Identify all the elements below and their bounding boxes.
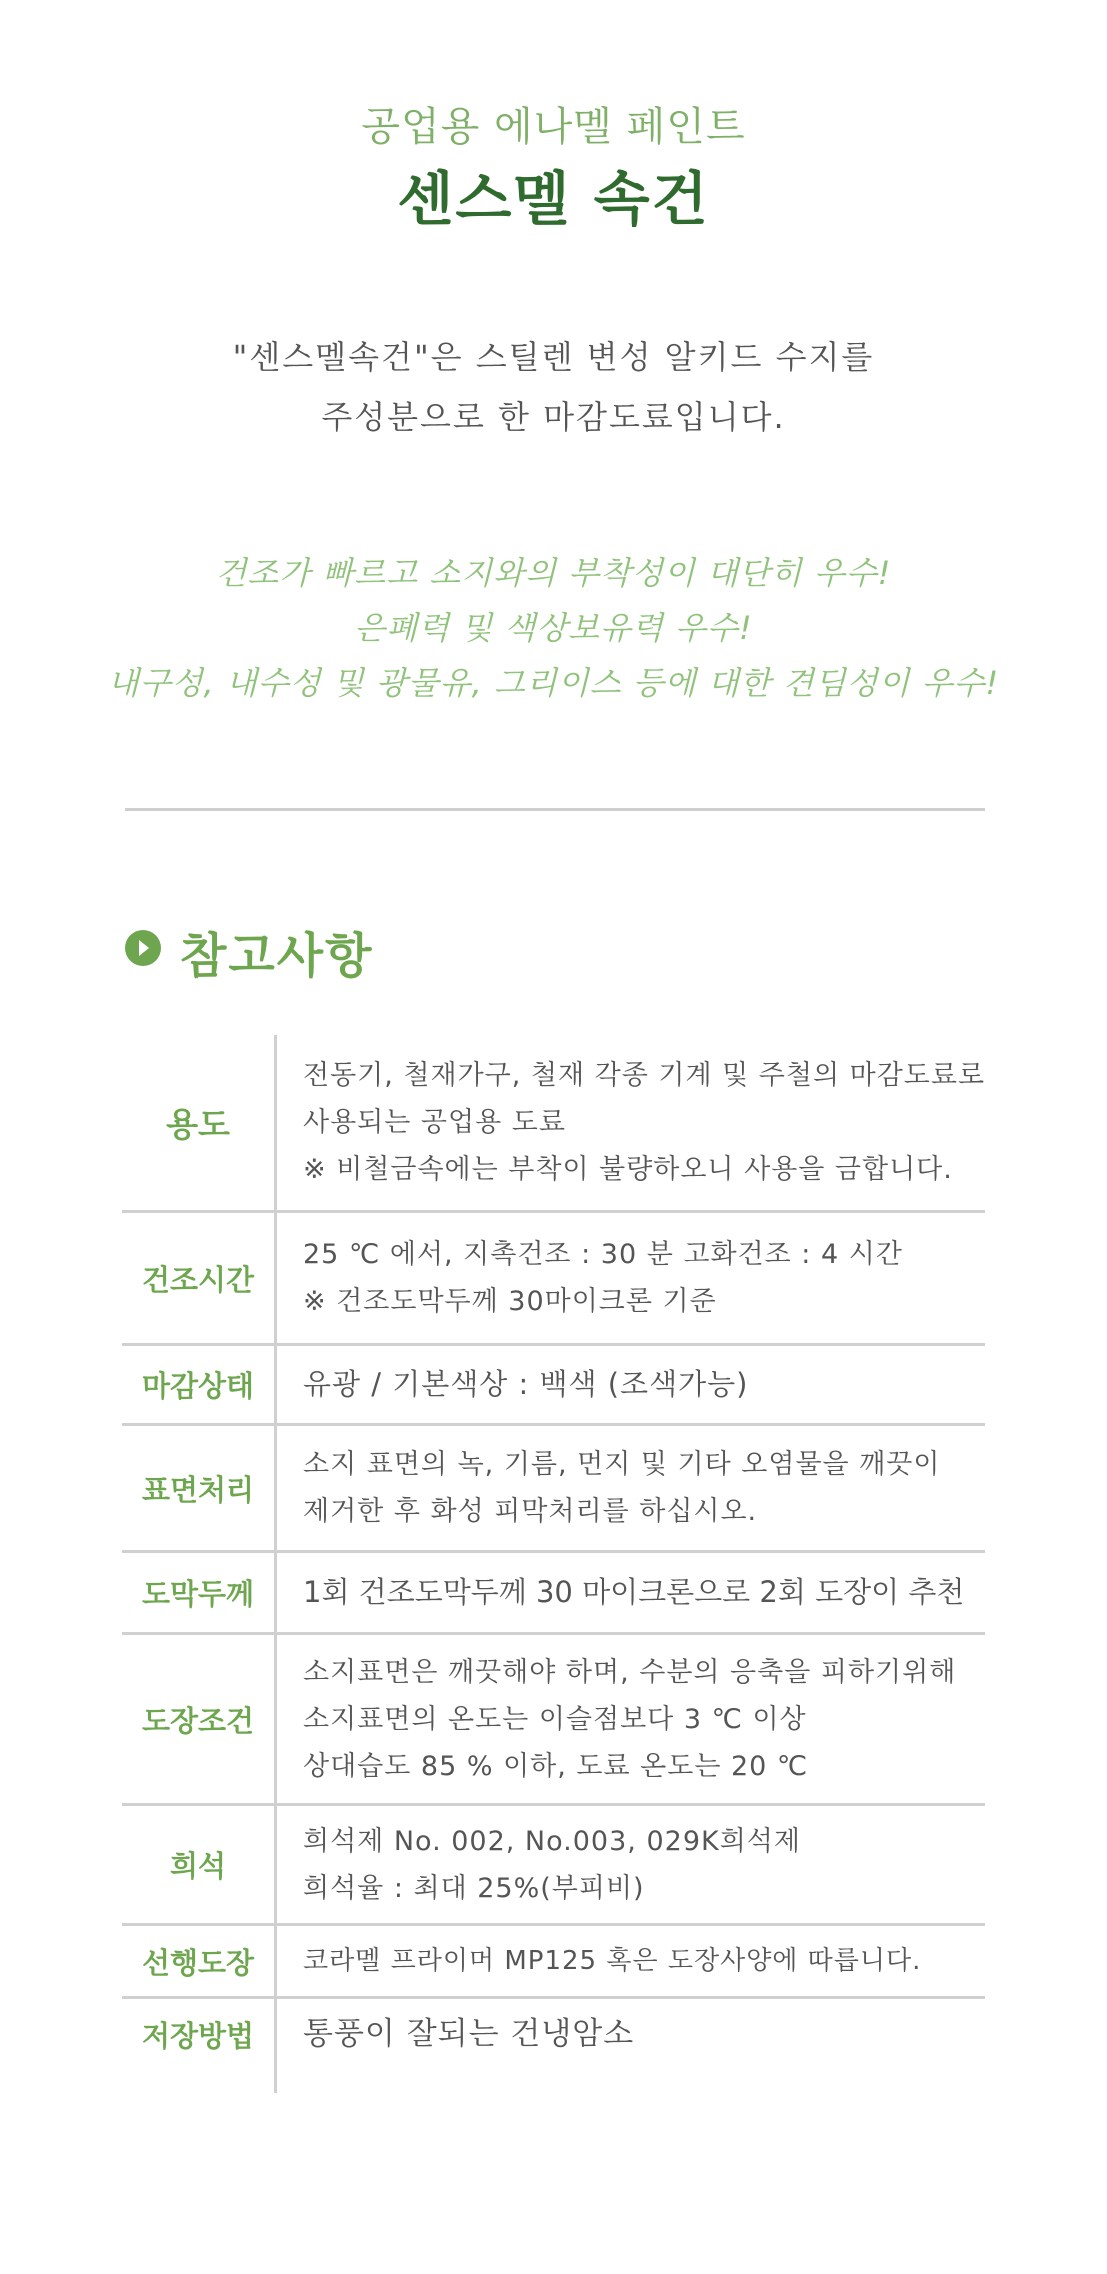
product-title: 센스멜 속건 [397,165,710,233]
spec-value-line: 코라멜 프라이머 MP125 혹은 도장사양에 따릅니다. [303,1945,922,1976]
spec-value-finish [303,1346,1093,1423]
spec-value-line: 희석제 No. 002, No.003, 029K희석제 [303,1825,801,1857]
spec-value-line: 통풍이 잘되는 건냉암소 [303,2015,635,2052]
feature-line-3: 내구성, 내수성 및 광물유, 그리이스 등에 대한 견딤성이 우수! [107,664,1000,702]
spec-label-film-thickness: 도막두께 [141,1577,255,1611]
spec-label-dilution: 희석 [169,1849,227,1883]
spec-label-application-conditions: 도장조건 [141,1703,255,1738]
arrow-circle-right-icon [125,930,161,966]
spec-value-application-conditions [303,1635,1093,1803]
spec-value-usage [303,1035,1093,1210]
spec-value-film-thickness [303,1553,1093,1632]
spec-value-line: 전동기, 철재가구, 철재 각종 기계 및 주철의 마감도료로 [303,1060,986,1091]
spec-value-line: 희석율 : 최대 25%(부피비) [303,1872,645,1904]
spec-value-line: 소지표면의 온도는 이슬점보다 3 ℃ 이상 [303,1703,807,1735]
spec-label-primer: 선행도장 [141,1945,255,1980]
spec-value-line: 25 ℃ 에서, 지촉건조 : 30 분 고화건조 : 4 시간 [303,1239,903,1270]
spec-value-line: 유광 / 기본색상 : 백색 (조색가능) [303,1367,749,1401]
intro-line-2: 주성분으로 한 마감도료입니다. [321,398,786,436]
spec-label-finish: 마감상태 [141,1369,255,1403]
spec-value-line: 상대습도 85 % 이하, 도료 온도는 20 ℃ [303,1750,809,1782]
spec-value-line: 소지 표면의 녹, 기름, 먼지 및 기타 오염물을 깨끗이 [303,1449,941,1480]
reference-heading: 참고사항 [180,928,374,984]
spec-label-usage: 용도 [166,1105,230,1144]
spec-label-surface-prep: 표면처리 [141,1472,255,1507]
table-vertical-divider [274,1035,277,2093]
spec-value-line: ※ 비철금속에는 부착이 불량하오니 사용을 금합니다. [303,1154,953,1185]
spec-value-surface-prep [303,1426,1093,1550]
spec-value-line: 제거한 후 화성 피막처리를 하십시오. [303,1496,758,1527]
spec-label-drying-time: 건조시간 [141,1262,255,1297]
spec-value-line: 사용되는 공업용 도료 [303,1107,566,1138]
spec-value-line: 소지표면은 깨끗해야 하며, 수분의 응축을 피하기위해 [303,1656,957,1688]
feature-line-2: 은폐력 및 색상보유력 우수! [354,609,753,647]
spec-value-dilution [303,1806,1093,1923]
spec-value-primer [303,1926,1093,1996]
spec-value-storage [303,1999,1093,2069]
spec-value-drying-time [303,1213,1093,1343]
spec-value-line: ※ 건조도막두께 30마이크론 기준 [303,1286,717,1317]
product-subtitle: 공업용 에나멜 페인트 [361,104,746,150]
intro-line-1: "센스멜속건"은 스틸렌 변성 알키드 수지를 [232,338,875,376]
spec-value-line: 1회 건조도막두께 30 마이크론으로 2회 도장이 추천 [303,1575,965,1609]
spec-label-storage: 저장방법 [141,2018,255,2053]
feature-line-1: 건조가 빠르고 소지와의 부착성이 대단히 우수! [215,554,892,592]
section-divider [125,808,985,811]
